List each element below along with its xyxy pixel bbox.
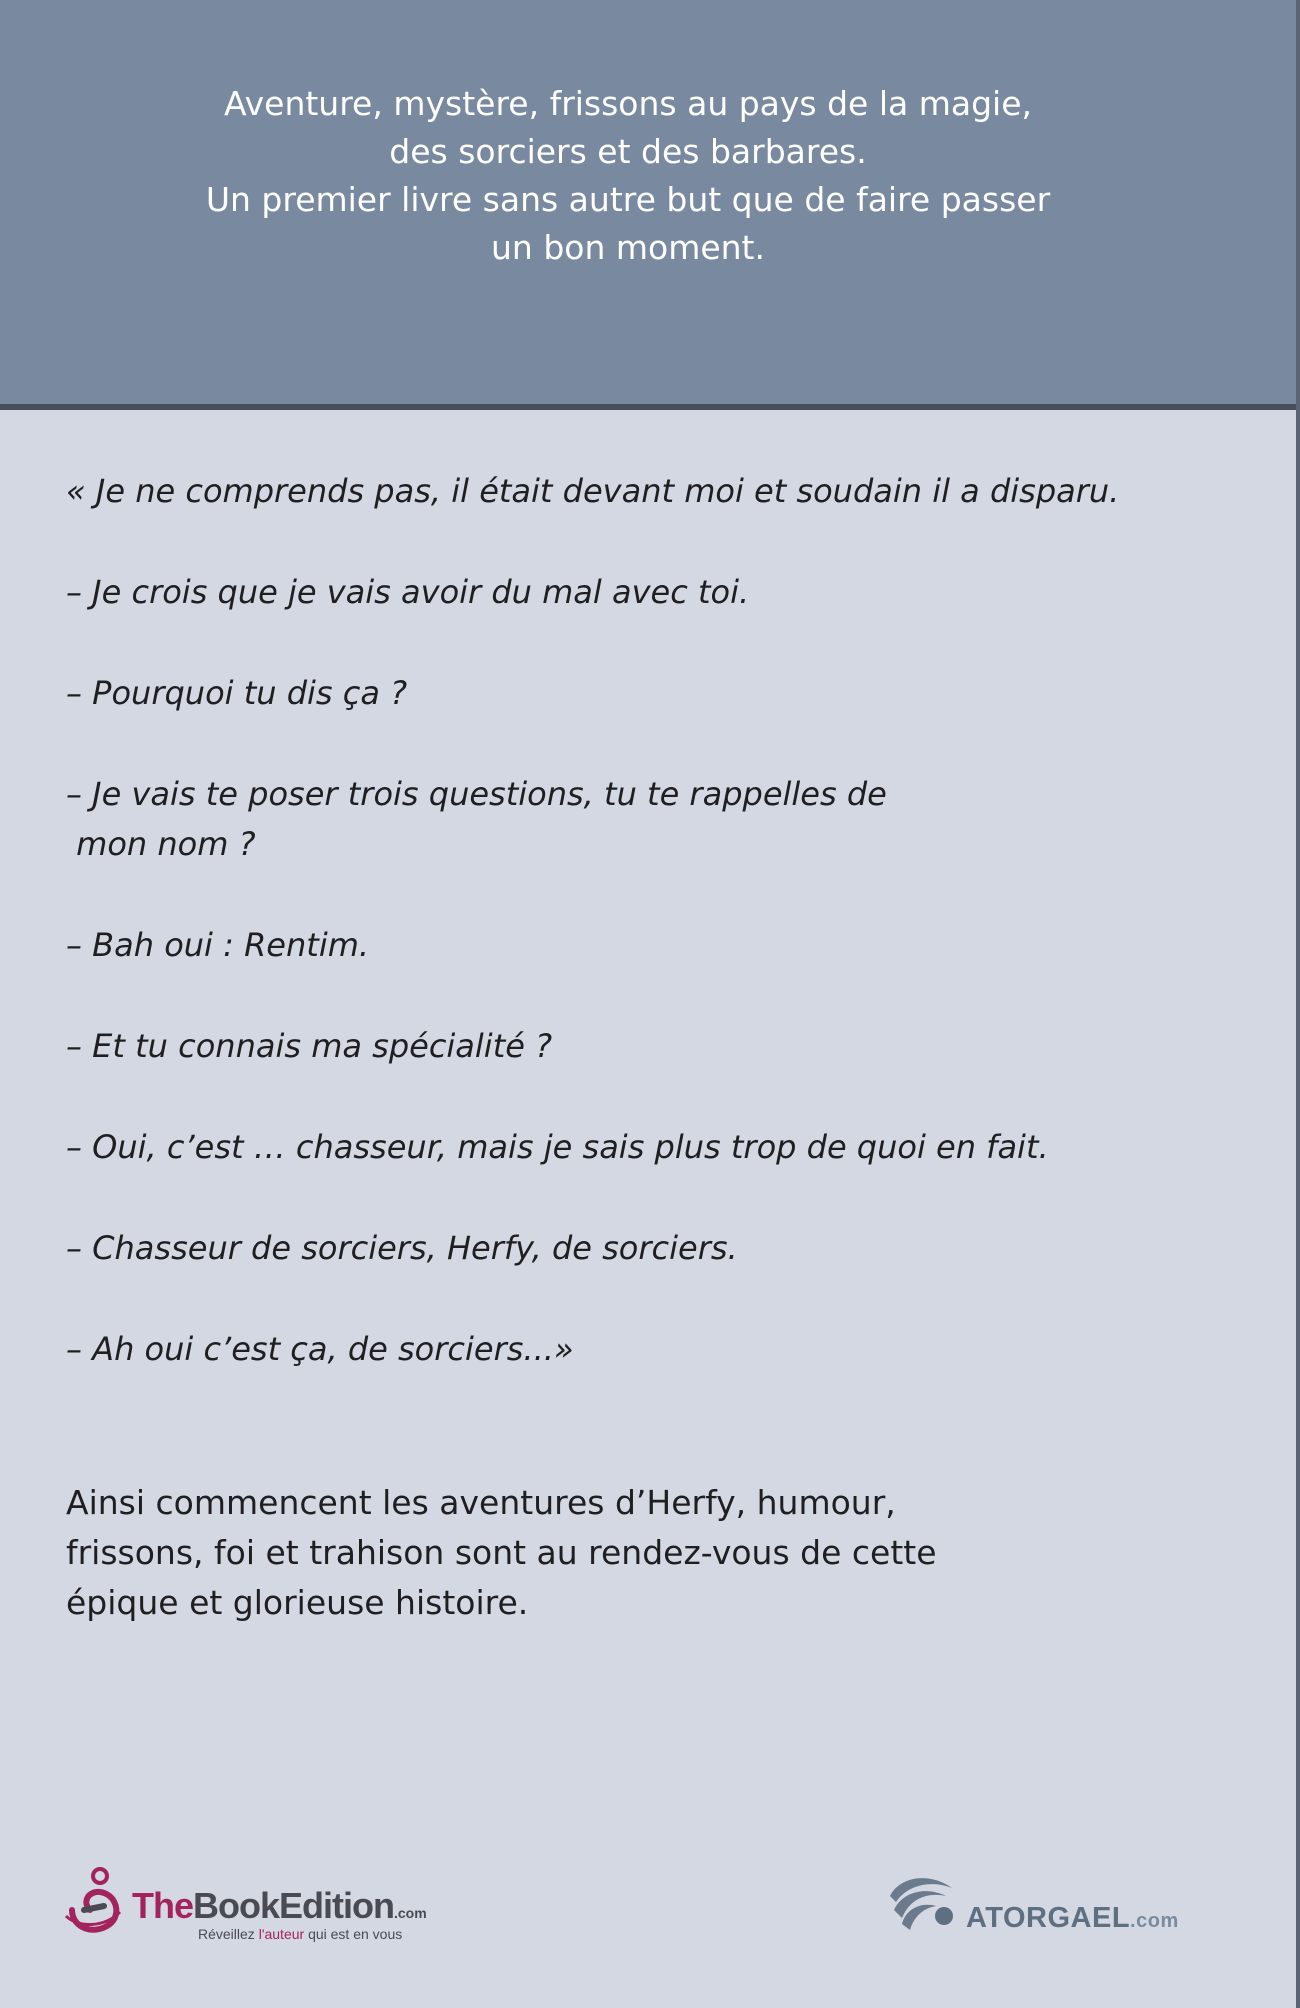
summary-line: épique et glorieuse histoire.: [66, 1583, 529, 1622]
top-band-border: [0, 404, 1300, 410]
dialogue-line: – Je crois que je vais avoir du mal avec toi.: [66, 573, 750, 611]
dialogue-line: – Bah oui : Rentim.: [66, 926, 370, 964]
atorgael-wordmark: ATORGAEL.com: [966, 1902, 1179, 1934]
dialogue-line: « Je ne comprends pas, il était devant moi et soudain il a disparu.: [66, 472, 1120, 510]
dialogue-line: – Oui, c’est … chasseur, mais je sais plus trop de quoi en fait.: [66, 1128, 1049, 1166]
dialogue-line: – Ah oui c’est ça, de sorciers...»: [66, 1330, 574, 1368]
dialogue-line: – Chasseur de sorciers, Herfy, de sorciers.: [66, 1229, 738, 1267]
book-summary: [66, 1478, 1166, 1628]
tagline-line: un bon moment.: [491, 228, 765, 267]
dialogue-line: – Je vais te poser trois questions, tu te rappelles de mon nom ?: [66, 775, 887, 863]
tagline-line: des sorciers et des barbares.: [389, 132, 867, 171]
dialogue-line: – Pourquoi tu dis ça ?: [66, 674, 408, 712]
summary-line: frissons, foi et trahison sont au rendez-vous de cette: [66, 1533, 937, 1572]
summary-line: Ainsi commencent les aventures d’Herfy, humour,: [66, 1483, 896, 1522]
thebookedition-logo: [64, 1866, 484, 1946]
tagline: [140, 80, 1116, 272]
right-edge: [1296, 0, 1300, 2008]
tagline-line: Aventure, mystère, frissons au pays de la magie,: [223, 84, 1033, 123]
atorgael-logo: [886, 1866, 1226, 1946]
dialogue-excerpt: [66, 466, 1246, 1374]
thebookedition-person-icon: [64, 1866, 126, 1938]
thebookedition-wordmark: TheBookEdition.com: [132, 1885, 427, 1926]
tagline-line: Un premier livre sans autre but que de faire passer: [205, 180, 1051, 219]
thebookedition-slogan: Réveillez l'auteur qui est en vous: [198, 1926, 403, 1942]
dialogue-line: – Et tu connais ma spécialité ?: [66, 1027, 553, 1065]
atorgael-swoosh-icon: [886, 1866, 956, 1936]
